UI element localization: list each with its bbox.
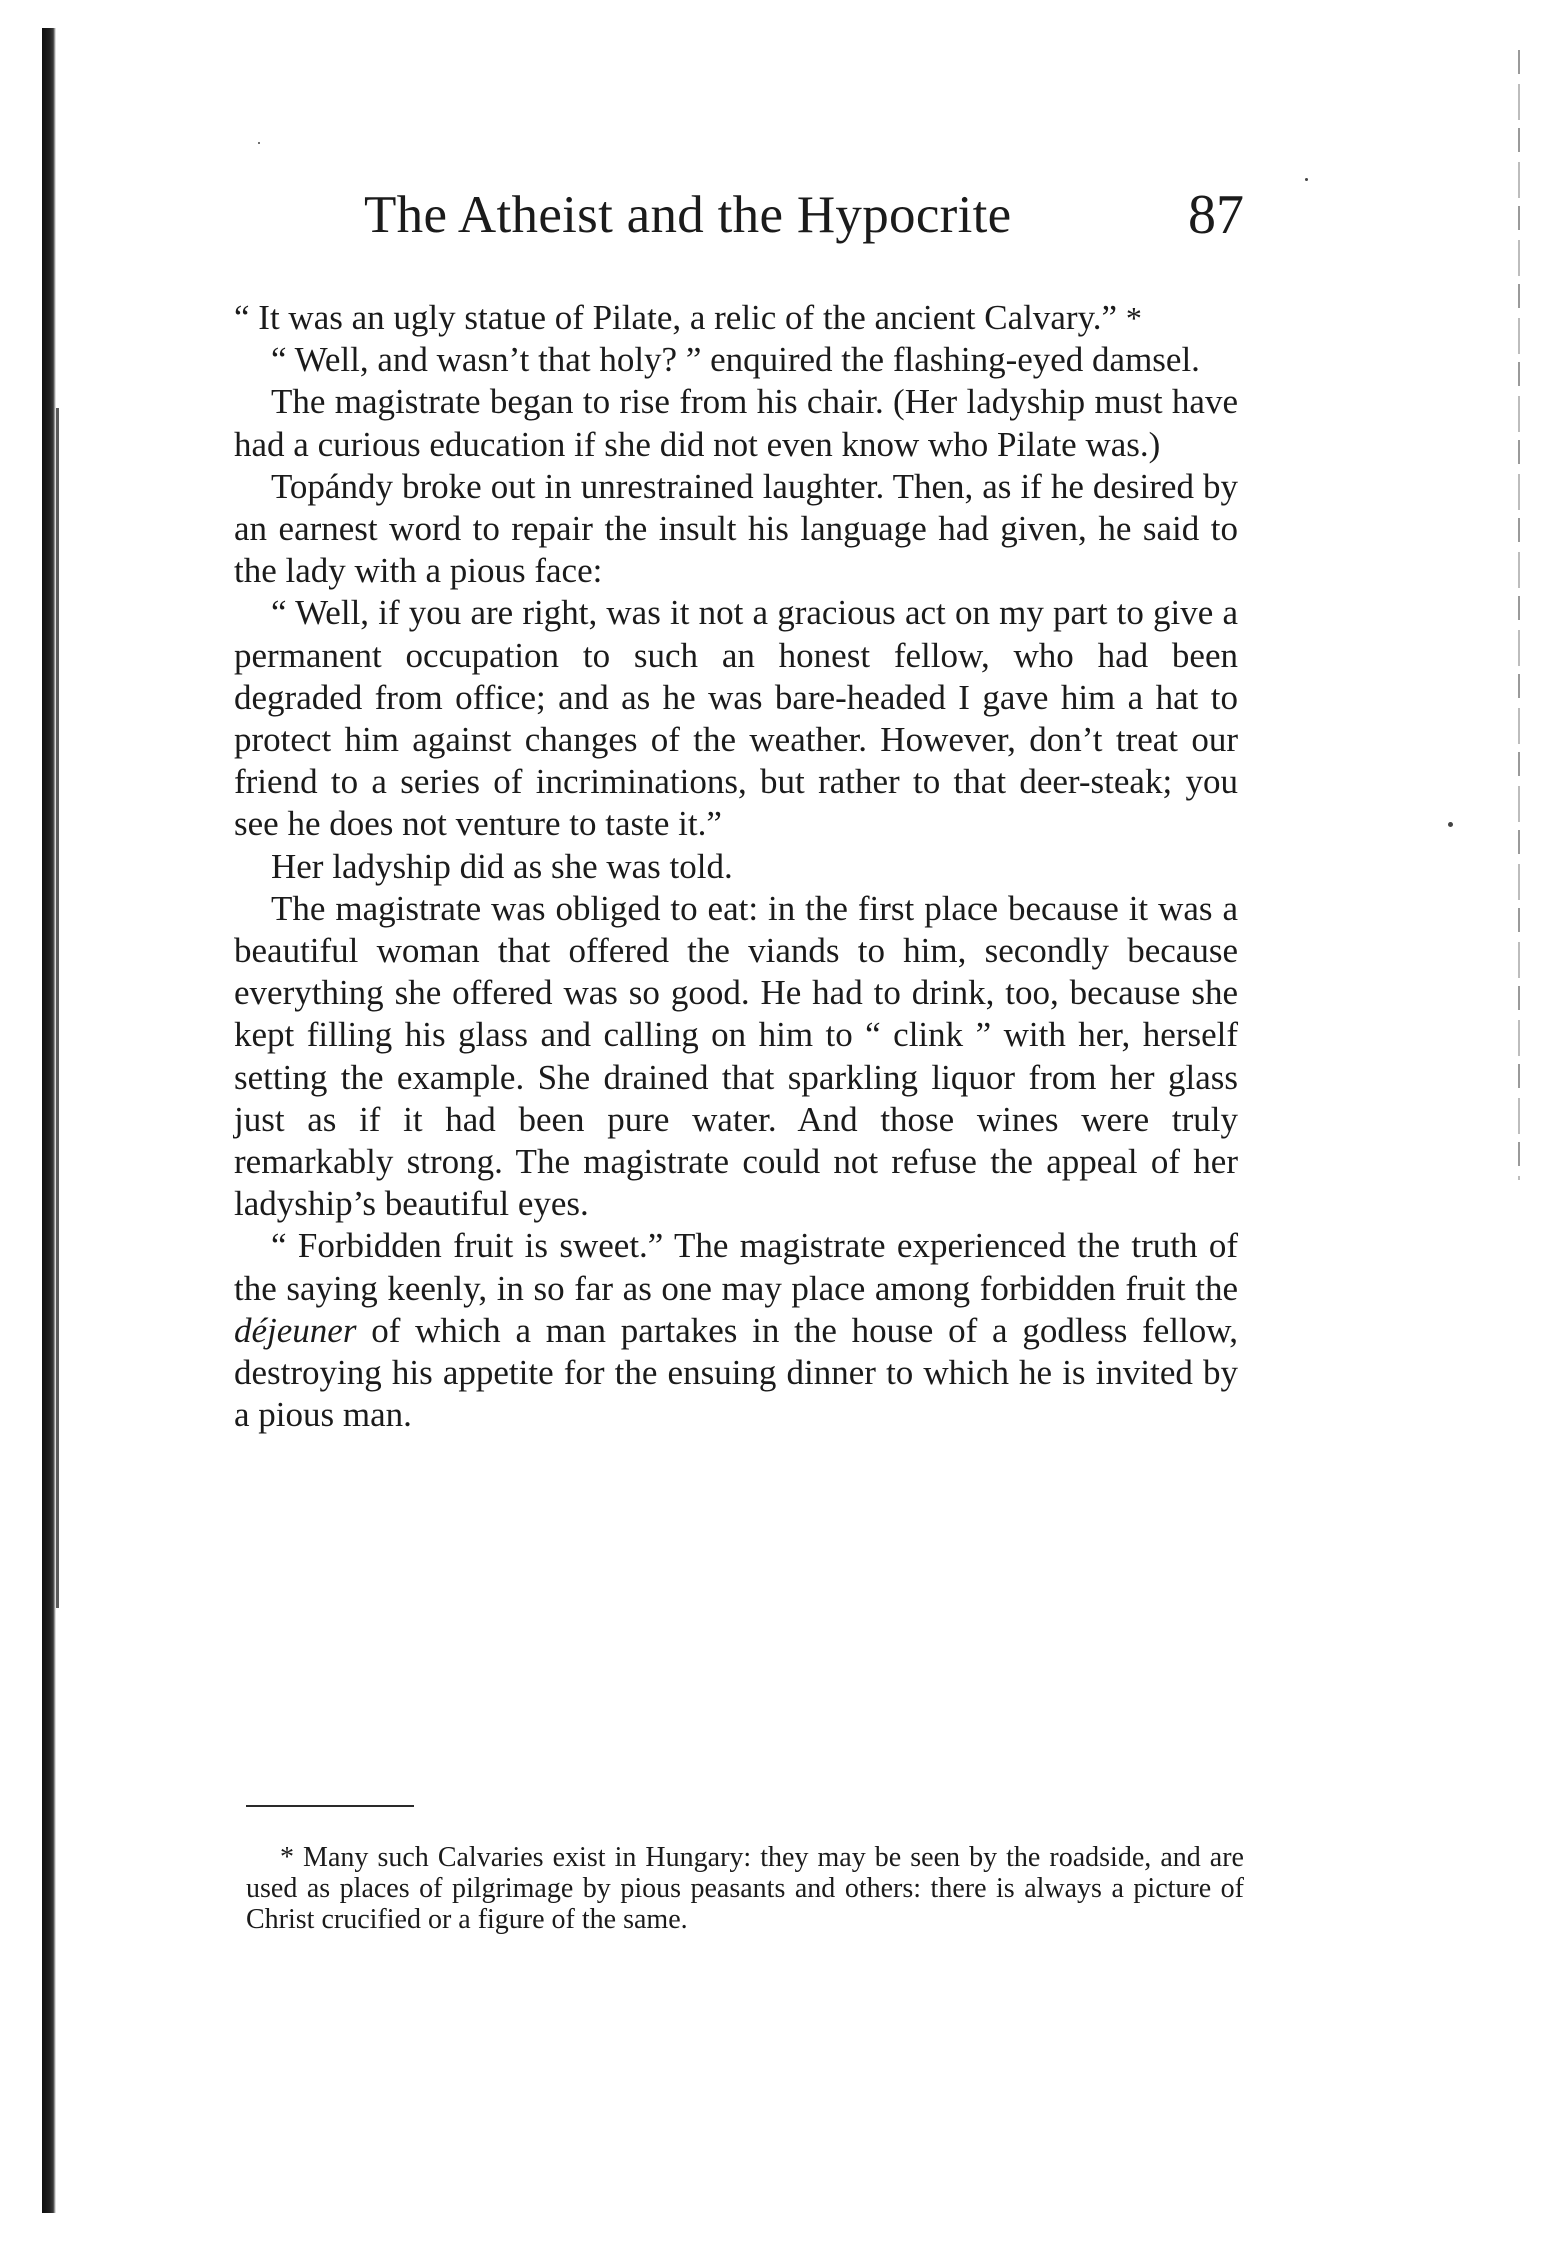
body-text [234, 297, 1238, 1436]
paragraph: “ Forbidden fruit is sweet.” The magistrate experienced the truth of the saying keenly, in so far as one may place among forbidden fruit the déjeuner of which a man partakes in the house of a godless fellow, destroying his appetite for the ensuing dinner to which he is invited by a pious man. [234, 1226, 1238, 1435]
page-number: 87 [1188, 184, 1244, 246]
paragraph: Topándy broke out in unrestrained laughter. Then, as if he desired by an earnest word to repair the insult his language had given, he said to the lady with a pious face: [234, 466, 1238, 591]
running-head [364, 180, 1244, 250]
scan-speck [1305, 178, 1308, 181]
paragraph: “ Well, and wasn’t that holy? ” enquired the flashing-eyed damsel. [271, 340, 1200, 380]
page-binding-edge [42, 28, 56, 2213]
scan-speck [1448, 822, 1453, 827]
paragraph: The magistrate was obliged to eat: in the first place because it was a beautiful woman that offered the viands to him, secondly because everything she offered was so good. He had to drink, too, because she kept filling his glass and calling on him to “ clink ” with her, herself setting the example. She drained that sparkling liquor from her glass just as if it had been pure water. And those wines were truly remarkably strong. The magistrate could not refuse the appeal of her ladyship’s beautiful eyes. [234, 888, 1238, 1224]
footnote: * Many such Calvaries exist in Hungary: they may be seen by the roadside, and are used as places of pilgrimage by pious peasants and others: there is always a picture of Christ crucified or a figure of the same. [246, 1842, 1244, 1935]
paragraph: The magistrate began to rise from his chair. (Her ladyship must have had a curious education if she did not even know who Pilate was.) [234, 382, 1238, 464]
scan-speck [258, 142, 260, 144]
paragraph: “ It was an ugly statue of Pilate, a relic of the ancient Calvary.” * [234, 298, 1142, 337]
footnote-rule [246, 1805, 414, 1807]
footnote-marker: * [1125, 300, 1142, 336]
paragraph: “ Well, if you are right, was it not a gracious act on my part to give a permanent occupation to such an honest fellow, who had been degraded from office; and as he was bare-headed I gave him a hat to protect him against changes of the weather. However, don’t treat our friend to a series of incriminations, but rather to that deer-steak; you see he does not venture to taste it.” [234, 593, 1238, 844]
paragraph: Her ladyship did as she was told. [271, 846, 733, 886]
page-right-edge [1518, 50, 1520, 1180]
italic-term: déjeuner [234, 1310, 357, 1350]
page-title: The Atheist and the Hypocrite [364, 186, 1012, 244]
